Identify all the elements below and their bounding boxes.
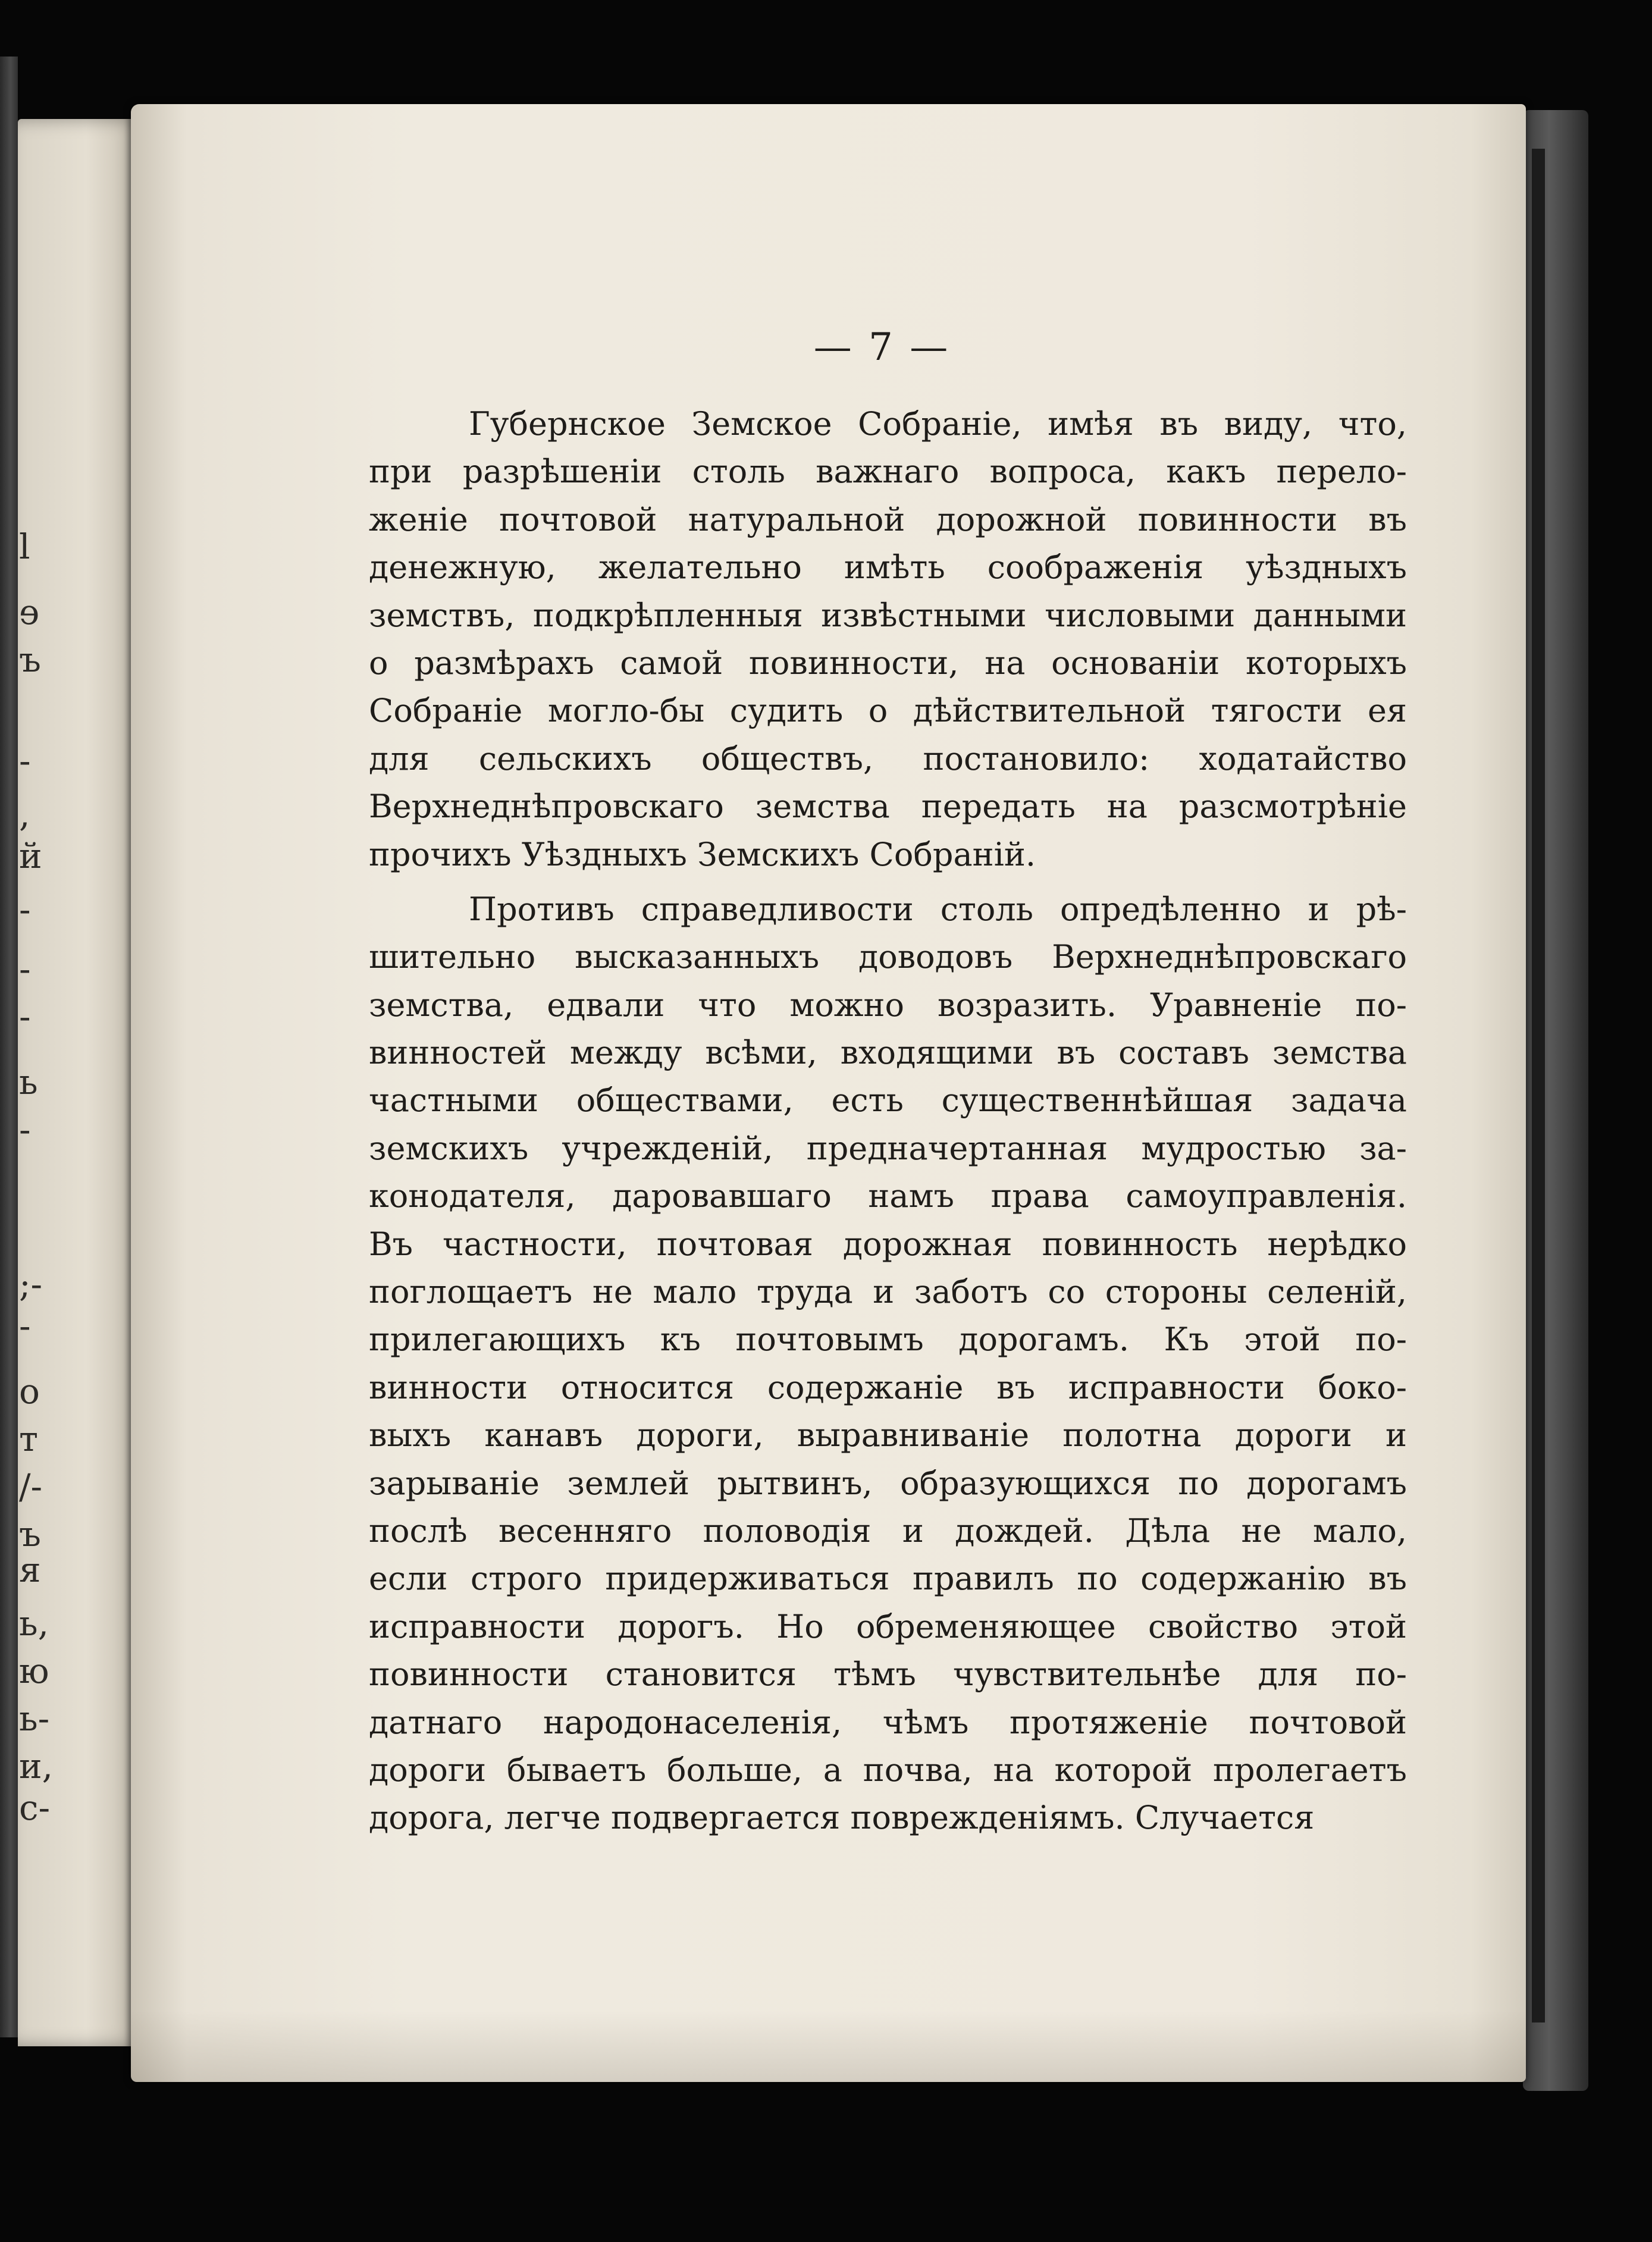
text-line: денежную, желательно имѣть соображенія уѣздныхъ: [369, 548, 1407, 587]
previous-page-fragment: ɘ: [19, 592, 40, 632]
paragraph: [369, 400, 1407, 879]
text-line: земства, едвали что можно возразить. Уравненіе по-: [369, 986, 1407, 1024]
previous-page-fragment: с-: [19, 1788, 51, 1828]
text-line: датнаго народонаселенія, чѣмъ протяженіе почтовой: [369, 1703, 1407, 1741]
previous-page-fragment: -: [19, 889, 31, 930]
text-line: винности относится содержаніе въ исправности боко-: [369, 1368, 1407, 1406]
text-line: при разрѣшеніи столь важнаго вопроса, какъ перело-: [369, 453, 1407, 491]
previous-page-fragment: ь: [19, 1062, 38, 1102]
previous-page-fragment: о: [19, 1371, 40, 1412]
text-line: Верхнеднѣпровскаго земства передать на разсмотрѣніе: [369, 788, 1407, 826]
left-binding: [0, 57, 18, 2037]
previous-page-fragment: ь,: [19, 1603, 49, 1644]
text-line: конодателя, даровавшаго намъ права самоуправленія.: [369, 1177, 1407, 1215]
text-line: Собраніе могло-бы судить о дѣйствительной тягости ея: [369, 692, 1407, 730]
paragraph-gap: [369, 879, 1407, 886]
previous-page-fragment: -: [19, 741, 31, 781]
previous-page-fragment: й: [19, 836, 42, 876]
text-line: земствъ, подкрѣпленныя извѣстными числовыми данными: [369, 596, 1407, 634]
previous-page-edge: [18, 119, 143, 2046]
text-line: зарываніе землей рытвинъ, образующихся по дорогамъ: [369, 1464, 1407, 1502]
previous-page-fragment: ъ: [19, 1514, 41, 1554]
page-number: — 7 —: [813, 325, 951, 369]
text-line: дорога, легче подвергается поврежденіямъ. Случается: [369, 1799, 1315, 1837]
previous-page-fragment: ;-: [19, 1264, 43, 1305]
previous-page-fragment: -: [19, 949, 31, 989]
text-line: Противъ справедливости столь опредѣленно и рѣ-: [469, 890, 1407, 928]
previous-page-fragment: l: [19, 526, 30, 567]
text-line: поглощаетъ не мало труда и заботъ со стороны селеній,: [369, 1273, 1407, 1311]
text-line: женіе почтовой натуральной дорожной повинности въ: [369, 500, 1407, 538]
text-line: о размѣрахъ самой повинности, на основаніи которыхъ: [369, 644, 1407, 682]
previous-page-fragment: т: [19, 1419, 39, 1459]
text-line: Губернское Земское Собраніе, имѣя въ виду, что,: [469, 405, 1407, 443]
previous-page-fragment: -: [19, 1109, 31, 1150]
text-line: исправности дорогъ. Но обременяющее свойство этой: [369, 1607, 1407, 1645]
text-line: шительно высказанныхъ доводовъ Верхнеднѣпровскаго: [369, 938, 1407, 976]
text-line: выхъ канавъ дороги, выравниваніе полотна дороги и: [369, 1416, 1407, 1454]
previous-page-fragment: -: [19, 996, 31, 1037]
previous-page-fragment: ,: [19, 794, 30, 835]
book-page: [131, 104, 1526, 2082]
text-line: повинности становится тѣмъ чувствительнѣе для по-: [369, 1655, 1407, 1694]
text-line: частными обществами, есть существеннѣйшая задача: [369, 1081, 1407, 1120]
text-line: винностей между всѣми, входящими въ составъ земства: [369, 1034, 1407, 1072]
previous-page-fragment: ъ: [19, 639, 41, 680]
previous-page-fragment: -: [19, 1306, 31, 1346]
text-line: прочихъ Уѣздныхъ Земскихъ Собраній.: [369, 835, 1036, 873]
text-line: если строго придерживаться правилъ по содержанію въ: [369, 1560, 1407, 1598]
text-line: прилегающихъ къ почтовымъ дорогамъ. Къ этой по-: [369, 1321, 1407, 1359]
paragraph: [369, 886, 1407, 1842]
previous-page-fragment: ь-: [19, 1698, 50, 1739]
page-shadow: [131, 2011, 1526, 2082]
text-line: послѣ весенняго половодія и дождей. Дѣла не мало,: [369, 1512, 1407, 1550]
body-text: [369, 400, 1407, 1842]
previous-page-fragment: ю: [19, 1651, 49, 1691]
text-line: дороги бываетъ больше, а почва, на которой пролегаетъ: [369, 1751, 1407, 1789]
right-cover-edge: [1532, 149, 1545, 2022]
previous-page-fragment: /-: [19, 1466, 43, 1507]
previous-page-fragment: и,: [19, 1746, 54, 1786]
text-line: для сельскихъ обществъ, постановило: ходатайство: [369, 739, 1407, 777]
previous-page-fragment: я: [19, 1550, 41, 1590]
text-line: Въ частности, почтовая дорожная повинность нерѣдко: [369, 1225, 1407, 1263]
text-line: земскихъ учрежденій, предначертанная мудростью за-: [369, 1129, 1407, 1167]
